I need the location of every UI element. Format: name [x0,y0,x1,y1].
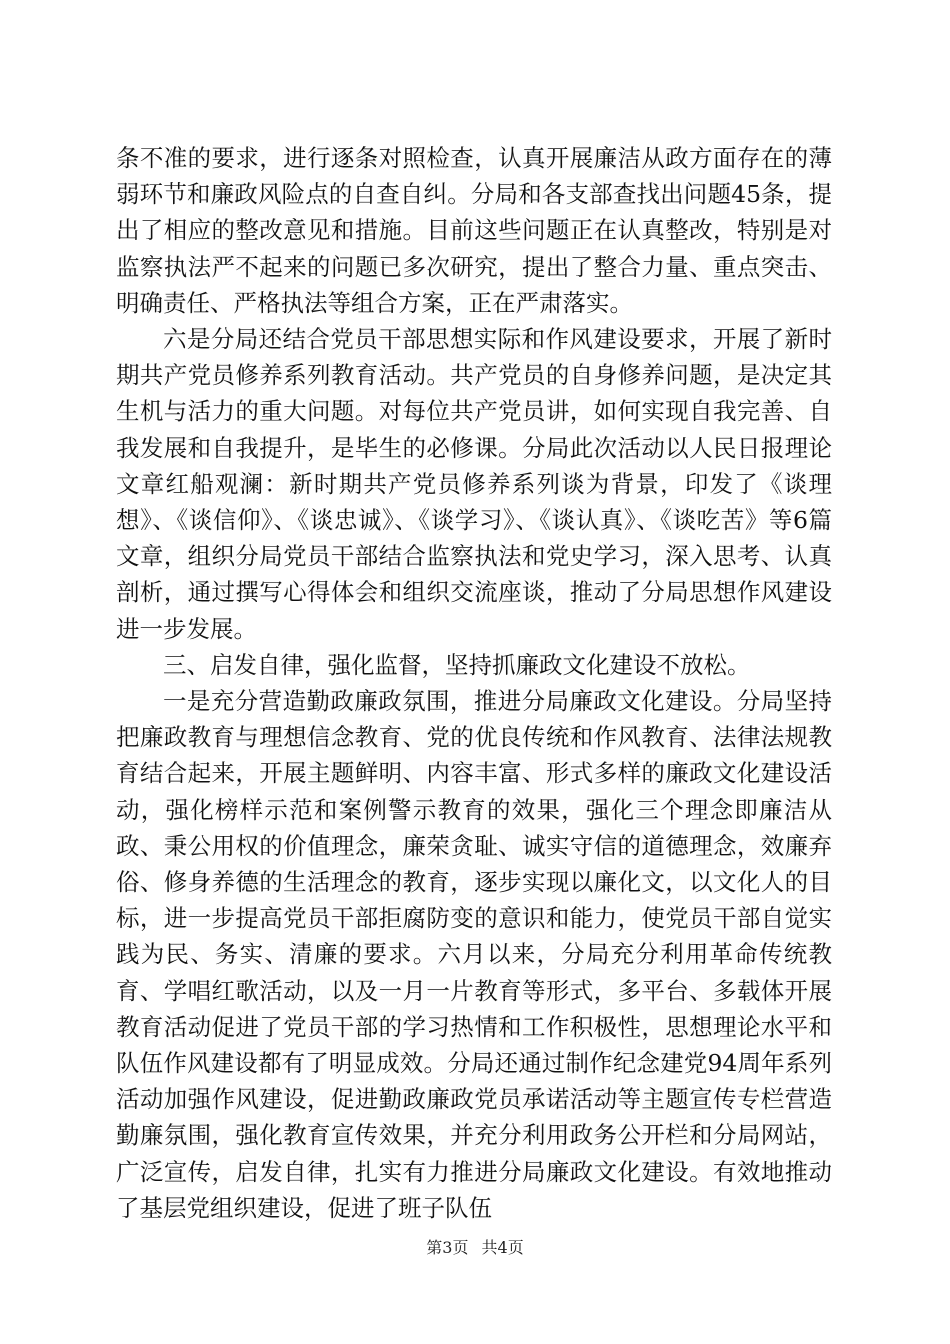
body-paragraph: 六是分局还结合党员干部思想实际和作风建设要求，开展了新时期共产党员修养系列教育活动。共产党员的自身修养问题，是决定其生机与活力的重大问题。对每位共产党员讲，如何实现自我完善、自我发展和自我提升，是毕生的必修课。分局此次活动以人民日报理论文章红船观澜：新时期共产党员修养系列谈为背景，印发了《谈理想》、《谈信仰》、《谈忠诚》、《谈学习》、《谈认真》、《谈吃苦》等6篇文章，组织分局党员干部结合监察执法和党史学习，深入思考、认真剖析，通过撰写心得体会和组织交流座谈，推动了分局思想作风建设进一步发展。 [116,325,832,643]
section-heading: 三、启发自律，强化监督，坚持抓廉政文化建设不放松。 [163,650,751,679]
document-body [116,140,832,1226]
body-paragraph: 一是充分营造勤政廉政氛围，推进分局廉政文化建设。分局坚持把廉政教育与理想信念教育、党的优良传统和作风教育、法律法规教育结合起来，开展主题鲜明、内容丰富、形式多样的廉政文化建设活动，强化榜样示范和案例警示教育的效果，强化三个理念即廉洁从政、秉公用权的价值理念，廉荣贪耻、诚实守信的道德理念，效廉弃俗、修身养德的生活理念的教育，逐步实现以廉化文，以文化人的目标，进一步提高党员干部拒腐防变的意识和能力，使党员干部自觉实践为民、务实、清廉的要求。六月以来，分局充分利用革命传统教育、学唱红歌活动，以及一月一片教育等形式，多平台、多载体开展教育活动促进了党员干部的学习热情和工作积极性，思想理论水平和队伍作风建设都有了明显成效。分局还通过制作纪念建党94周年系列活动加强作风建设，促进勤政廉政党员承诺活动等主题宣传专栏营造勤廉氛围，强化教育宣传效果，并充分利用政务公开栏和分局网站，广泛宣传，启发自律，扎实有力推进分局廉政文化建设。有效地推动了基层党组织建设，促进了班子队伍 [116,687,832,1222]
page-number: 第3页 [426,1238,469,1257]
page-footer [0,1238,950,1258]
body-paragraph: 条不准的要求，进行逐条对照检查，认真开展廉洁从政方面存在的薄弱环节和廉政风险点的自查自纠。分局和各支部查找出问题45条，提出了相应的整改意见和措施。目前这些问题正在认真整改，特别是对监察执法严不起来的问题已多次研究，提出了整合力量、重点突击、明确责任、严格执法等组合方案，正在严肃落实。 [116,144,832,317]
page-total: 共4页 [481,1238,524,1257]
